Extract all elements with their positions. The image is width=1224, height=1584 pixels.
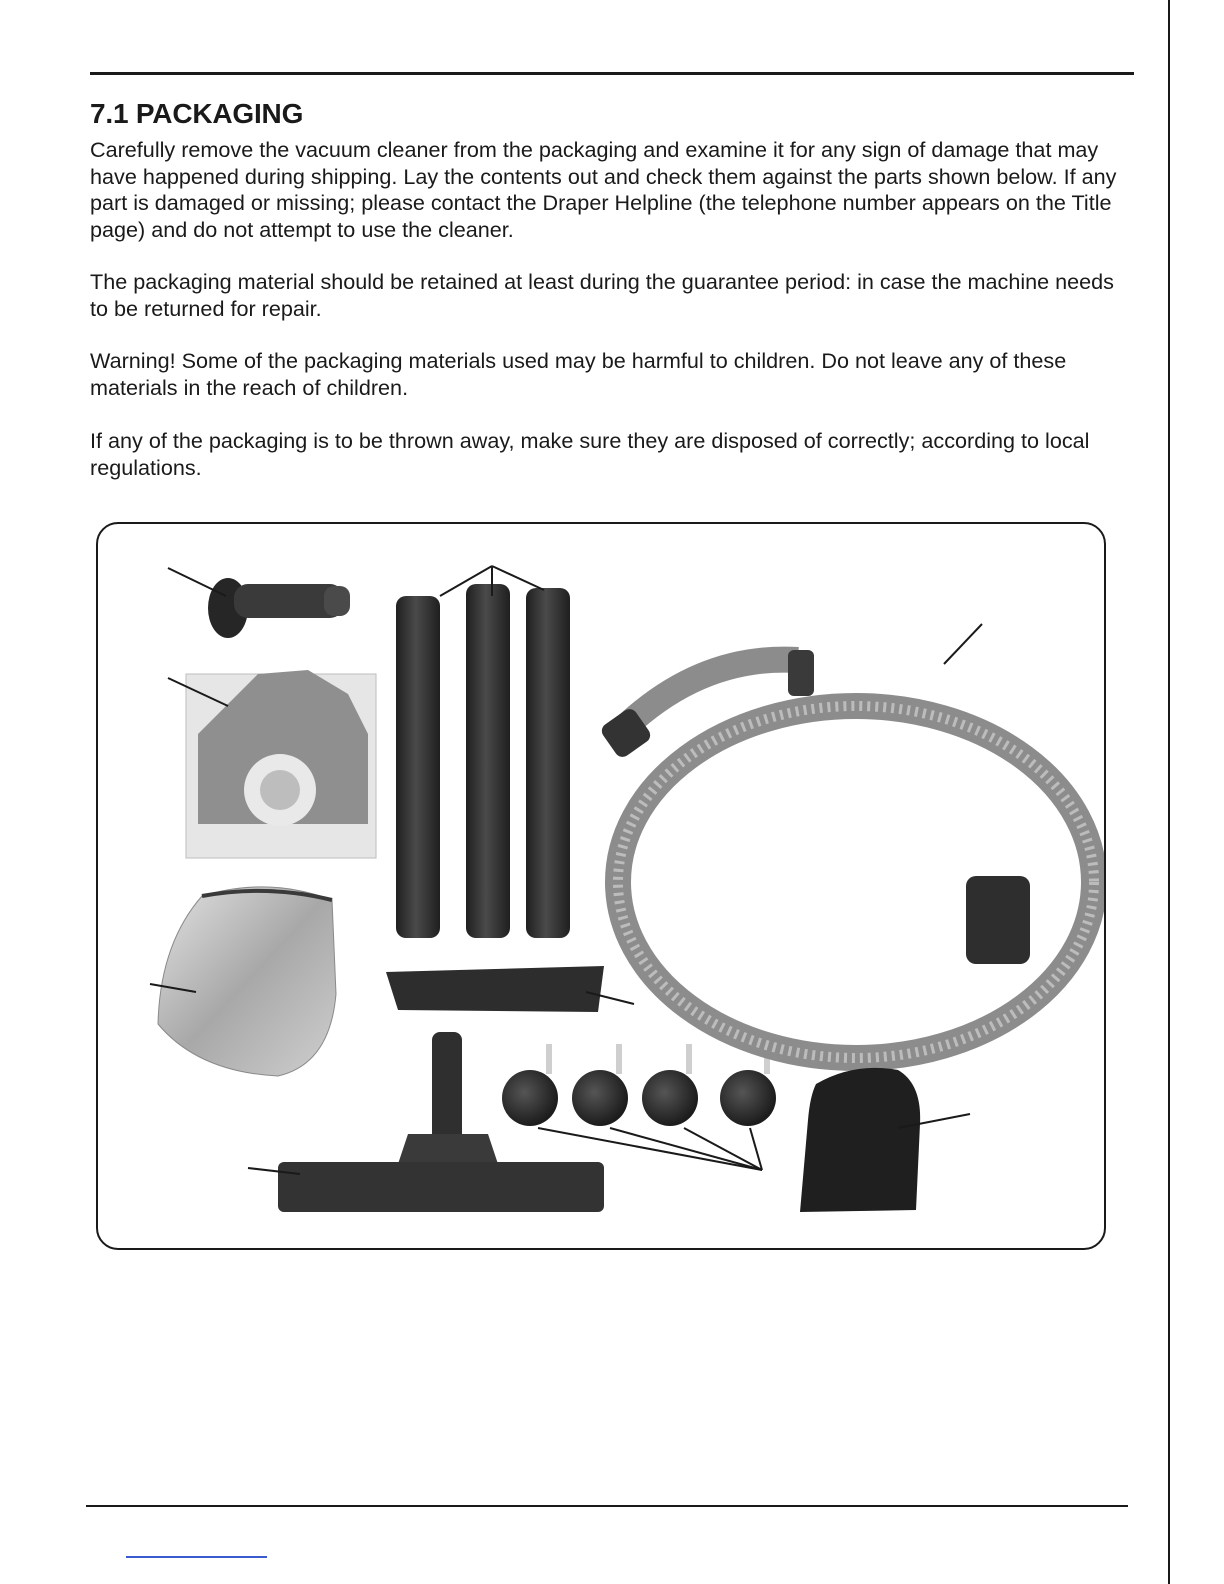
flexible-hose [599, 624, 1094, 1058]
paragraph-inspection: Carefully remove the vacuum cleaner from the packaging and examine it for any sign of damage that may have happened during shipping. Lay the contents out and check them against the parts shown below. If any part is damaged or missing; please contact the Draper Helpline (the telephone number appears on the Title page) and do not attempt to use the cleaner. [90, 137, 1117, 242]
extension-tubes [396, 566, 570, 938]
footer-link-underline[interactable] [126, 1556, 267, 1558]
top-rule [90, 72, 1134, 75]
castor-wheels [502, 1044, 776, 1170]
cloth-filter-bag [150, 887, 336, 1076]
parts-figure [96, 522, 1106, 1250]
bottom-rule [86, 1505, 1128, 1507]
section-title: 7.1 PACKAGING [90, 98, 304, 129]
crevice-tool [386, 966, 634, 1012]
parts-illustration [98, 524, 1104, 1248]
paragraph-retain-packaging: The packaging material should be retained at least during the guarantee period: in case the machine needs to be returned for repair. [90, 269, 1114, 321]
paper-dust-bag [168, 670, 376, 858]
right-margin-rule [1168, 0, 1170, 1584]
foam-filter [800, 1068, 970, 1212]
paragraph-warning: Warning! Some of the packaging materials used may be harmful to children. Do not leave any of these materials in the reach of children. [90, 348, 1067, 400]
paragraph-disposal: If any of the packaging is to be thrown away, make sure they are disposed of correctly; according to local regulations. [90, 428, 1090, 480]
dusting-brush [168, 568, 350, 638]
